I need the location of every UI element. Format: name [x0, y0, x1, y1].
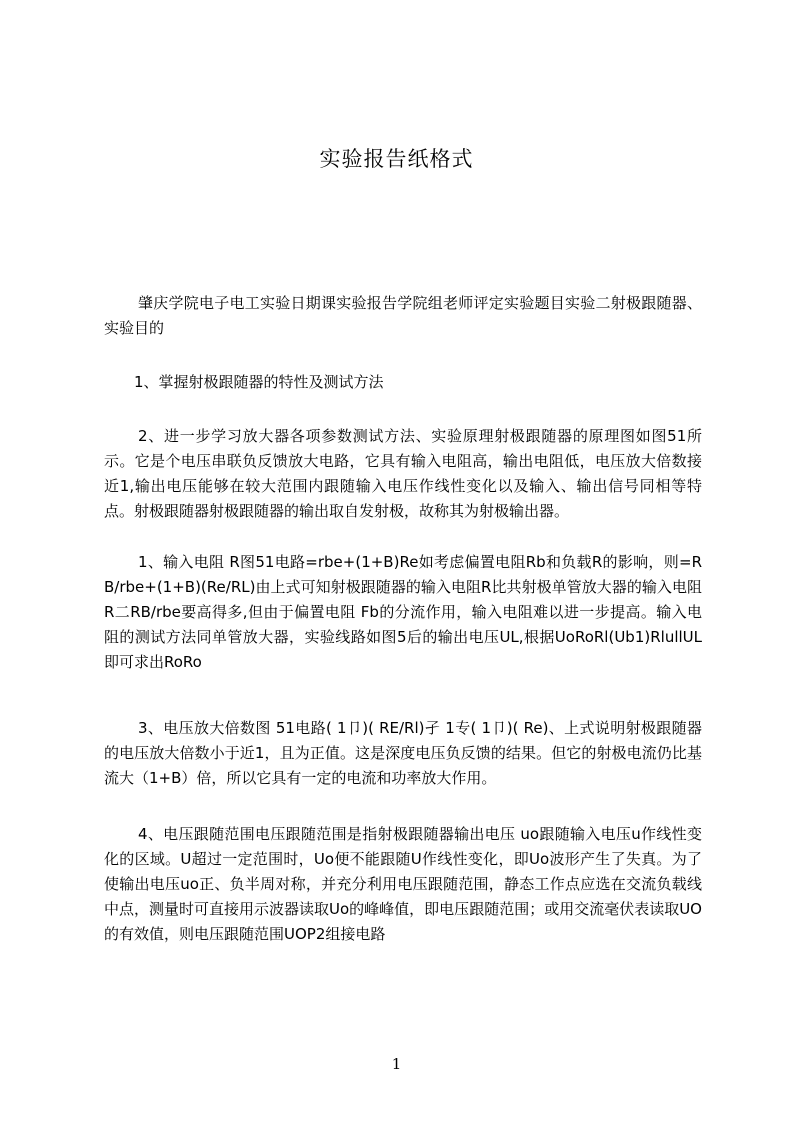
intro-paragraph: 肇庆学院电子电工实验日期课实验报告学院组老师评定实验题目实验二射极跟随器、实验目的: [104, 294, 702, 337]
aim-item-1: 1、掌握射极跟随器的特性及测试方法: [134, 373, 384, 391]
section-voltage-follow-range: 4、电压跟随范围电压跟随范围是指射极跟随器输出电压 uo跟随输入电压u作线性变化的区域。U超过一定范围时，Uo便不能跟随U作线性变化，即Uo波形产生了失真。为了使输出电压uo正、负半周对称，并充分利用电压跟随范围，静态工作点应选在交流负载线中点，测量时可直接用示波器读取Uo的峰峰值，即电压跟随范围；或用交流毫伏表读取UO的有效值，则电压跟随范围UOP2组接电路: [104, 825, 702, 943]
page-number: 1: [391, 1055, 402, 1073]
page-title: 实验报告纸格式: [319, 147, 474, 171]
aim-item-2: 2、进一步学习放大器各项参数测试方法、实验原理射极跟随器的原理图如图51所示。它是个电压串联负反馈放大电路，它具有输入电阻高，输出电阻低，电压放大倍数接近1,输出电压能够在较大范围内跟随输入电压作线性变化以及输入、输出信号同相等特点。射极跟随器射极跟随器的输出取自发射极，故称其为射极输出器。: [104, 427, 702, 520]
section-input-resistance: 1、输入电阻 R图51电路=rbe+(1+B)Re如考虑偏置电阻Rb和负载R的影响，则=RB/rbe+(1+B)(Re/RL)由上式可知射极跟随器的输入电阻R比共射极单管放大器的输入电阻R二RB/rbe要高得多,但由于偏置电阻 Fb的分流作用，输入电阻难以进一步提高。输入电阻的测试方法同单管放大器，实验线路如图5后的输出电压UL,根据UoRoRl(Ub1)RlullUL即可求出RoRo: [104, 553, 702, 671]
section-voltage-gain: 3、电压放大倍数图 51电路( 1卩)( RE/Rl)孑 1专( 1卩)( Re)、上式说明射极跟随器的电压放大倍数小于近1，且为正值。这是深度电压负反馈的结果。但它的射极电流仍比基流大（1+B）倍，所以它具有一定的电流和功率放大作用。: [104, 719, 702, 787]
